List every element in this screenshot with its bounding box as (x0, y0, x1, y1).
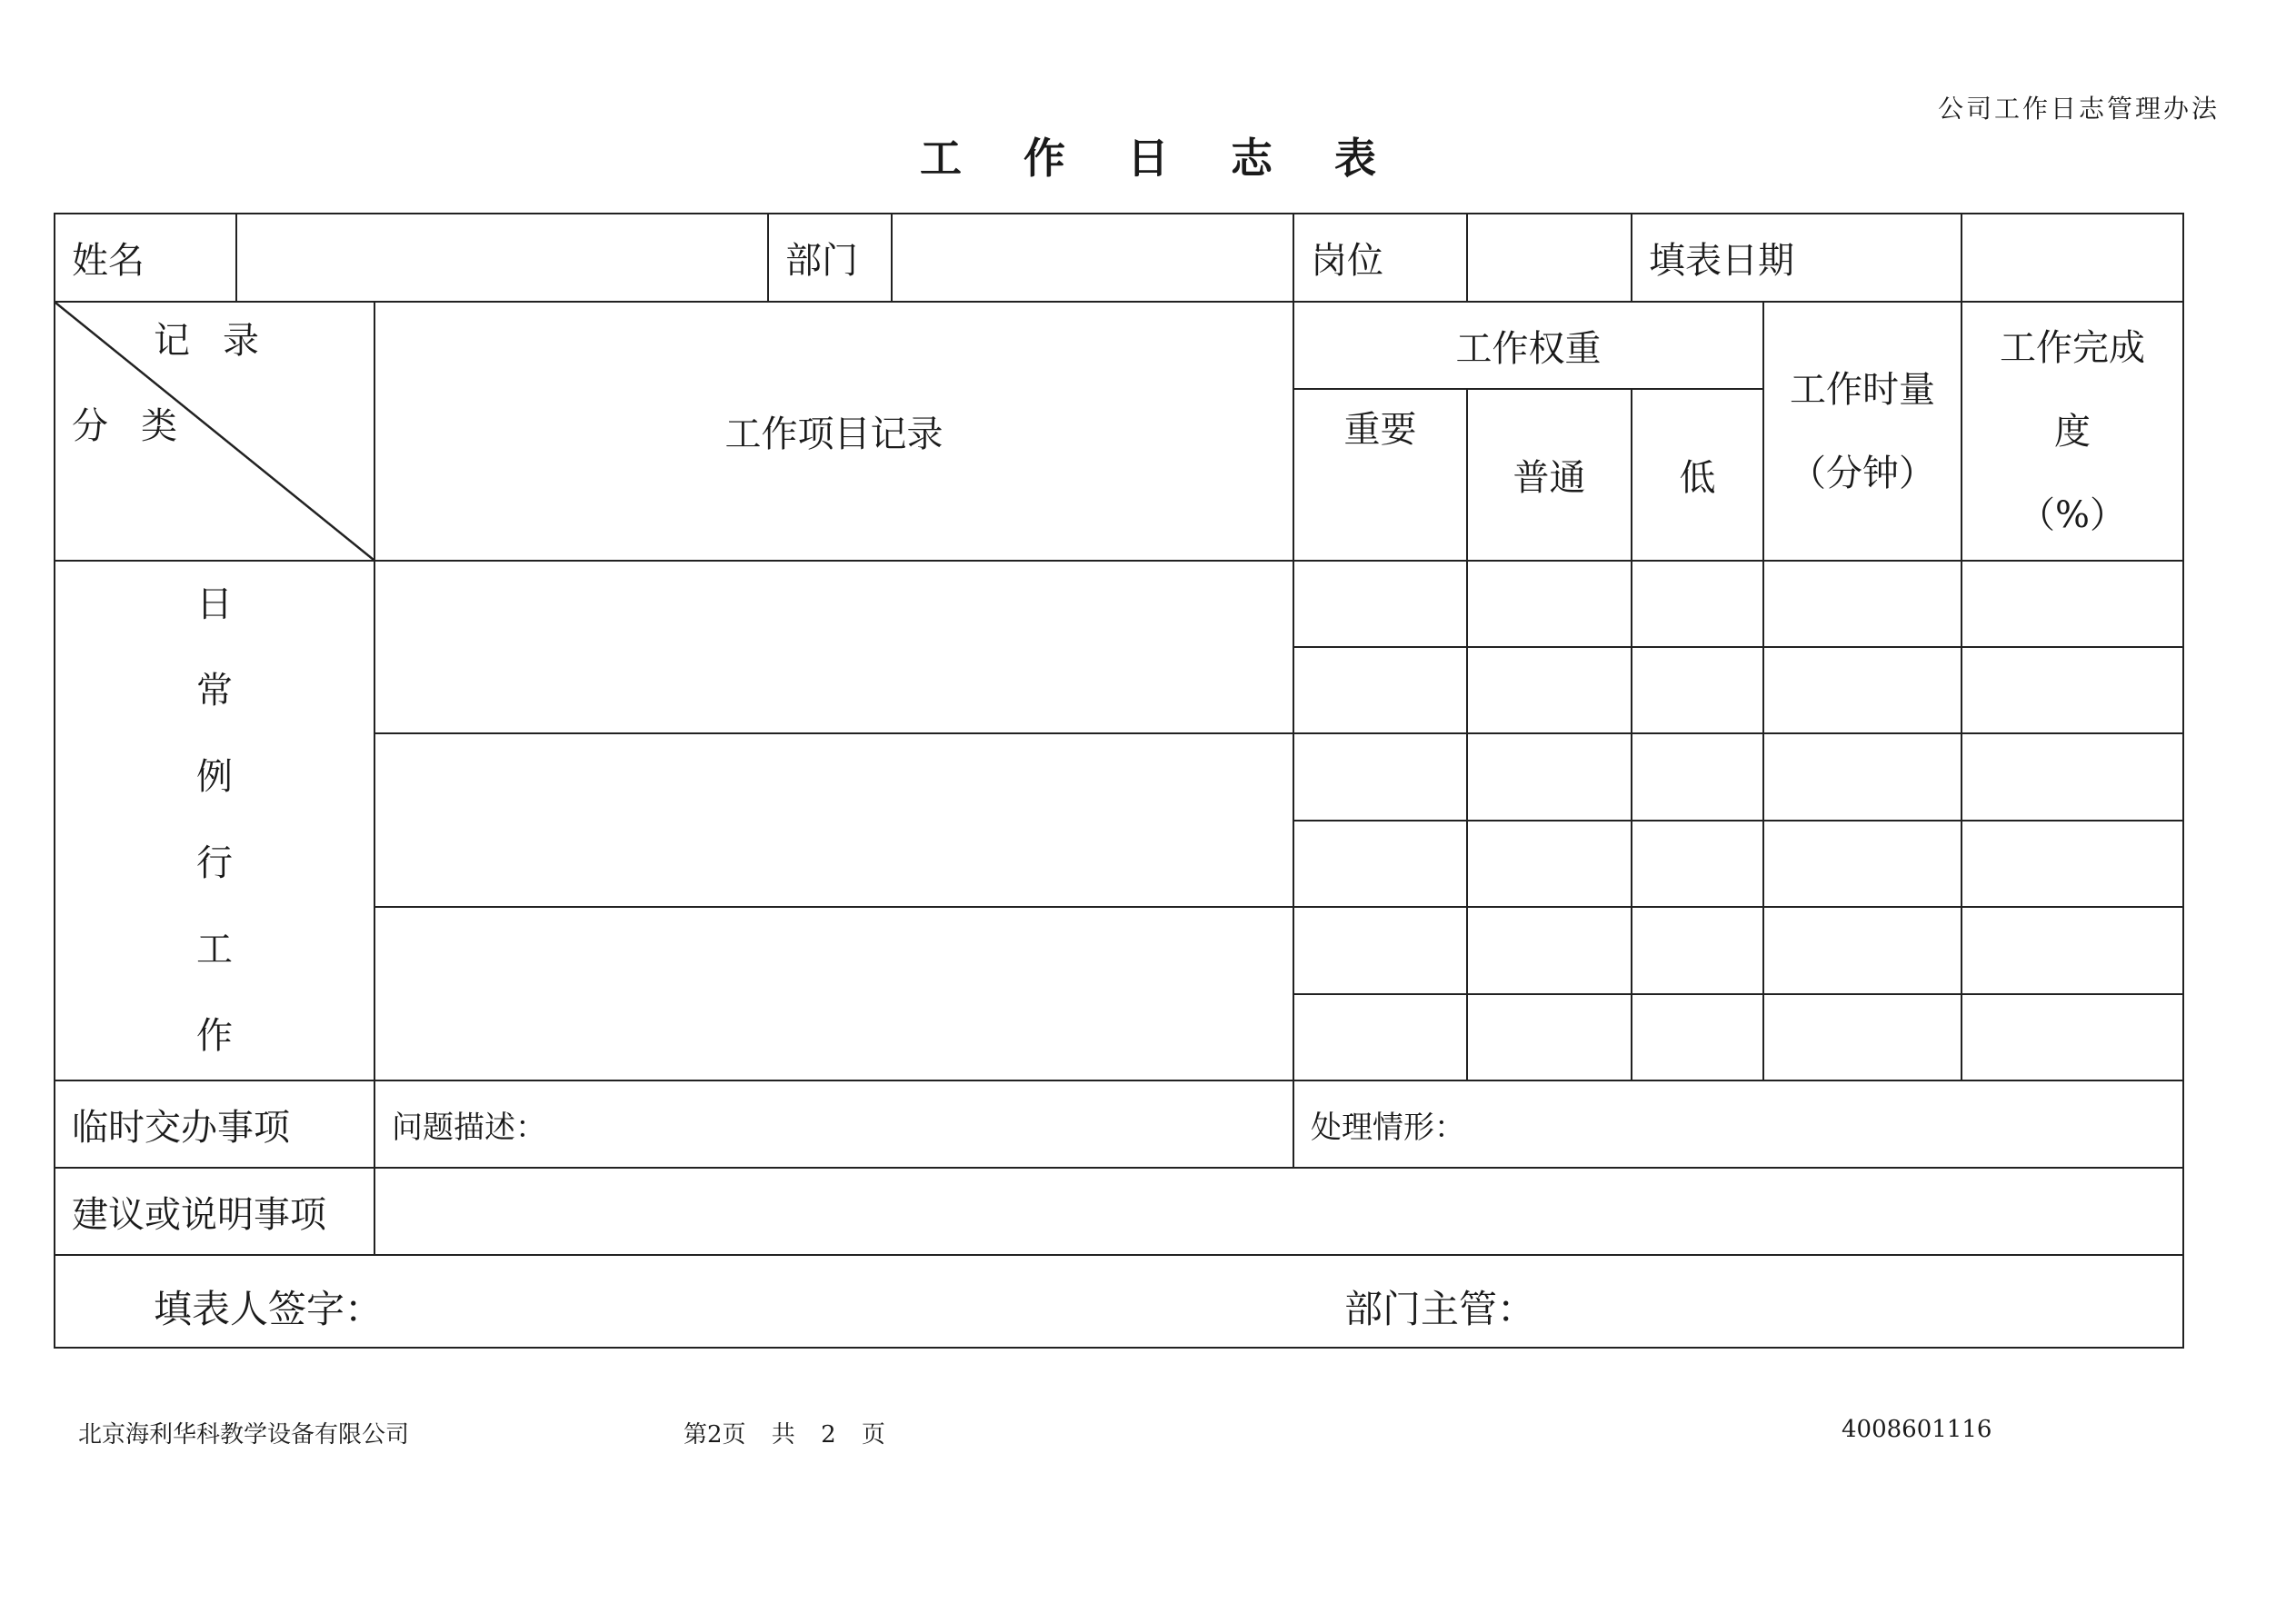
info-row (55, 214, 2183, 302)
routine-char: 作 (196, 1015, 233, 1057)
low-cell[interactable] (1632, 994, 1763, 1080)
completion-cell[interactable] (1962, 994, 2183, 1080)
footer-phone: 4008601116 (1842, 1416, 1992, 1443)
important-cell[interactable] (1293, 733, 1467, 821)
duration-cell[interactable] (1763, 821, 1962, 907)
routine-record-cell[interactable] (374, 907, 1293, 1080)
routine-record-cell[interactable] (374, 733, 1293, 907)
low-cell[interactable] (1632, 561, 1763, 647)
important-cell[interactable] (1293, 821, 1467, 907)
low-cell[interactable] (1632, 907, 1763, 994)
duration-line1: 工作时量 (1790, 368, 1935, 411)
routine-record-cell[interactable] (374, 561, 1293, 733)
temp-label: 临时交办事项 (55, 1080, 374, 1168)
title-char: 日 (1127, 134, 1169, 183)
temp-row (55, 1080, 2183, 1168)
routine-label (55, 561, 374, 1080)
weight-header: 工作权重 (1293, 302, 1763, 389)
routine-row (55, 733, 2183, 821)
duration-cell[interactable] (1763, 907, 1962, 994)
header-row-1 (55, 302, 2183, 389)
important-cell[interactable] (1293, 647, 1467, 733)
duration-cell[interactable] (1763, 647, 1962, 733)
completion-cell[interactable] (1962, 907, 2183, 994)
duration-cell[interactable] (1763, 733, 1962, 821)
normal-cell[interactable] (1467, 647, 1632, 733)
handling-situation[interactable]: 处理情形： (1293, 1080, 2183, 1168)
low-header: 低 (1632, 389, 1763, 561)
header-note: 公司工作日志管理办法 (1937, 94, 2220, 124)
project-record-header: 工作项目记录 (374, 302, 1293, 561)
suggest-row (55, 1168, 2183, 1255)
completion-header (1962, 302, 2183, 561)
footer-page-number: 第2页 共 2 页 (684, 1421, 885, 1449)
completion-line1: 工作完成 (2000, 326, 2145, 369)
normal-header: 普通 (1467, 389, 1632, 561)
title-char: 表 (1334, 134, 1376, 183)
position-label: 岗位 (1293, 214, 1467, 302)
title-char: 工 (920, 134, 962, 183)
signature-cell[interactable] (55, 1255, 2183, 1348)
normal-cell[interactable] (1467, 907, 1632, 994)
routine-char: 例 (196, 756, 233, 798)
date-field[interactable] (1962, 214, 2183, 302)
routine-char: 常 (196, 670, 233, 712)
completion-line2: 度 (2054, 410, 2091, 453)
dept-label: 部门 (768, 214, 892, 302)
signature-row (55, 1255, 2183, 1348)
suggest-label: 建议或说明事项 (55, 1168, 374, 1255)
important-cell[interactable] (1293, 907, 1467, 994)
important-header: 重要 (1293, 389, 1467, 561)
problem-description[interactable]: 问题描述： (374, 1080, 1293, 1168)
low-cell[interactable] (1632, 821, 1763, 907)
suggest-field[interactable] (374, 1168, 2183, 1255)
routine-char: 日 (196, 583, 233, 625)
routine-char: 行 (196, 842, 233, 884)
duration-cell[interactable] (1763, 561, 1962, 647)
filler-signature-label: 填表人签字： (154, 1287, 384, 1331)
low-cell[interactable] (1632, 733, 1763, 821)
manager-signature-label: 部门主管： (1344, 1287, 1536, 1331)
diag-bottom-label: 分类 (72, 405, 210, 447)
completion-cell[interactable] (1962, 733, 2183, 821)
category-record-corner (55, 302, 374, 561)
title-char: 作 (1023, 134, 1065, 183)
name-field[interactable] (236, 214, 768, 302)
name-label: 姓名 (55, 214, 236, 302)
duration-header (1763, 302, 1962, 561)
completion-cell[interactable] (1962, 821, 2183, 907)
footer-company: 北京海利华科教学设备有限公司 (78, 1421, 410, 1449)
normal-cell[interactable] (1467, 561, 1632, 647)
normal-cell[interactable] (1467, 994, 1632, 1080)
routine-row (55, 561, 2183, 647)
important-cell[interactable] (1293, 994, 1467, 1080)
work-log-table (54, 213, 2184, 1349)
position-field[interactable] (1467, 214, 1632, 302)
completion-cell[interactable] (1962, 647, 2183, 733)
completion-line3: （%） (2018, 493, 2126, 536)
normal-cell[interactable] (1467, 821, 1632, 907)
page-title (0, 125, 2296, 185)
date-label: 填表日期 (1632, 214, 1962, 302)
routine-char: 工 (196, 929, 233, 971)
duration-cell[interactable] (1763, 994, 1962, 1080)
title-char: 志 (1231, 134, 1273, 183)
normal-cell[interactable] (1467, 733, 1632, 821)
routine-row (55, 907, 2183, 994)
important-cell[interactable] (1293, 561, 1467, 647)
dept-field[interactable] (892, 214, 1293, 302)
completion-cell[interactable] (1962, 561, 2183, 647)
low-cell[interactable] (1632, 647, 1763, 733)
duration-line2: （分钟） (1790, 452, 1935, 494)
diag-top-label: 记录 (154, 320, 292, 362)
